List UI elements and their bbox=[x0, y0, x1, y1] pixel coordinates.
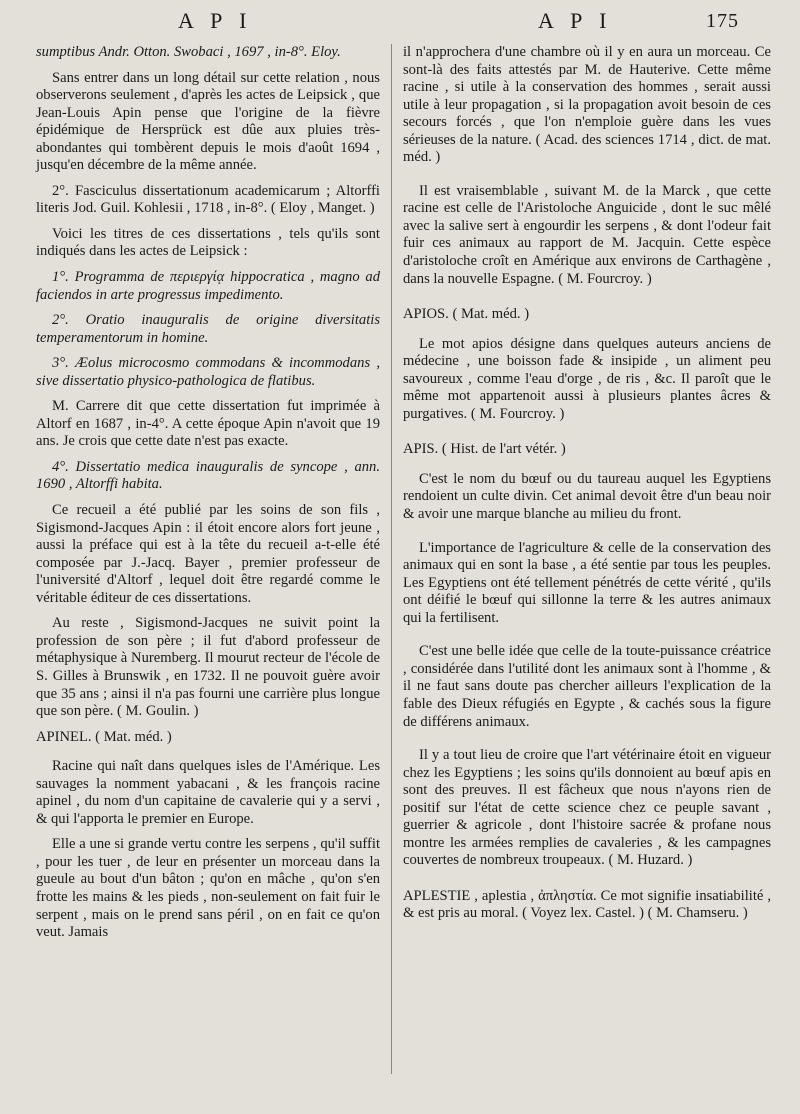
paragraph: 2°. Oratio inauguralis de origine diversitatis temperamentorum in homine. bbox=[36, 312, 380, 346]
running-header bbox=[0, 8, 800, 40]
entry-heading: APINEL. ( Mat. méd. ) bbox=[36, 728, 172, 745]
paragraph: Sans entrer dans un long détail sur cette relation , nous observerons seulement , d'après les actes de Leipsick , que Jean-Louis Apin pense que l'origine de la fièvre épidémique de Hersprück est dûe aux pluies très-abondantes qui tombèrent depuis le mois d'août 1694 , jusqu'en décembre de la même année. bbox=[36, 69, 380, 174]
left-column bbox=[36, 44, 380, 950]
paragraph: sumptibus Andr. Otton. Swobaci , 1697 , in-8°. Eloy. bbox=[36, 44, 341, 60]
header-center: A P I bbox=[538, 8, 613, 33]
paragraph: Il est vraisemblable , suivant M. de la Marck , que cette racine est celle de l'Aristoloche Anguicide , dont le suc mêlé avec la salive sert à engourdir les serpens , & dont l'odeur fait fuir ces animaux au rapport de M. Jacquin. Cette espèce d'aristoloche croît en Amérique aux environs de Carthagène , dans la nouvelle Espagne. ( M. Fourcroy. ) bbox=[403, 182, 771, 287]
paragraph: 1°. Programma de περιεργίᾳ hippocratica , magno ad faciendos in arte progressus impedimento. bbox=[36, 269, 380, 303]
paragraph: 3°. Æolus microcosmo commodans & incommodans , sive dissertatio physico-pathologica de flatibus. bbox=[36, 355, 380, 389]
paragraph: il n'approchera d'une chambre où il y en aura un morceau. Ce sont-là des faits attestés par M. de Hauterive. Cette même racine , si utile à la conservation des hommes , serait aussi utile à leur propagation , si la propagation avoit besoin de ces secours forcés , que l'on n'emploie guère dans les vues sérieuses de la nature. ( Acad. des sciences 1714 , dict. de mat. méd. ) bbox=[403, 44, 771, 166]
paragraph: Elle a une si grande vertu contre les serpens , qu'il suffit , pour les tuer , de leur en présenter un morceau dans la gueule au bout d'un bâton ; qu'on en mâche , qu'on s'en frotte les mains & les pieds , non-seulement on fait fuir le serpent , mais on le prend sans péril , on en fait ce qu'on veut. Jamais bbox=[36, 836, 380, 941]
paragraph: L'importance de l'agriculture & celle de la conservation des animaux qui en sont la base , a été sentie par tous les peuples. Les Egyptiens ont été tellement pénétrés de cette vérité , qu'ils ont déifié le bœuf qui sillonne la terre & les autres animaux qui la fertilisent. bbox=[403, 539, 771, 626]
paragraph: Voici les titres de ces dissertations , tels qu'ils sont indiqués dans les actes de Leipsick : bbox=[36, 225, 380, 260]
column-divider bbox=[391, 44, 392, 1074]
paragraph: 4°. Dissertatio medica inauguralis de syncope , ann. 1690 , Altorffi habita. bbox=[36, 458, 380, 493]
entry-heading: APLESTIE , aplestia , ἀπληστία. Ce mot signifie insatiabilité , & est pris au moral. ( Voyez lex. Castel. ) ( M. Chamseru. ) bbox=[403, 887, 771, 922]
entry-heading: APIS. ( Hist. de l'art vétér. ) bbox=[403, 441, 566, 458]
entry-heading: APIOS. ( Mat. méd. ) bbox=[403, 306, 530, 323]
paragraph: 2°. Fasciculus dissertationum academicarum ; Altorffi literis Jod. Guil. Kohlesii , 1718 , in-8°. ( Eloy , Manget. ) bbox=[36, 182, 380, 217]
paragraph: Au reste , Sigismond-Jacques ne suivit point la profession de son père ; il fut d'abord professeur de métaphysique à Nuremberg. Il mourut recteur de l'école de S. Gilles à Brunswik , en 1732. Il ne pouvoit guère avoir que 35 ans ; ainsi il n'a pas fourni une carrière plus longue que son père. ( M. Goulin. ) bbox=[36, 615, 380, 720]
paragraph: Le mot apios désigne dans quelques auteurs anciens de médecine , une boisson fade & insipide , un aliment peu savoureux , comme l'eau d'orge , de ris , &c. Il paroît que le même mot appartenoit aussi à plusieurs plantes âcres & purgatives. ( M. Fourcroy. ) bbox=[403, 335, 771, 422]
page-number: 175 bbox=[706, 10, 739, 32]
paragraph: C'est une belle idée que celle de la toute-puissance créatrice , considérée dans l'utilité dont les animaux sont à l'homme , & il ne faut sans doute pas chercher ailleurs l'explication de la fable des Dieux réfugiés en Egypte , & cachés sous la figure de différens animaux. bbox=[403, 643, 771, 730]
paragraph: M. Carrere dit que cette dissertation fut imprimée à Altorf en 1687 , in-4°. A cette époque Apin n'avoit que 19 ans. Je crois que cette date n'est pas exacte. bbox=[36, 398, 380, 450]
header-left: A P I bbox=[178, 8, 253, 33]
paragraph: Racine qui naît dans quelques isles de l'Amérique. Les sauvages la nomment yabacani , & les françois racine apinel , du nom d'un capitaine de cavalerie qui y a servi , & qui l'apporta le premier en Europe. bbox=[36, 758, 380, 827]
paragraph: C'est le nom du bœuf ou du taureau auquel les Egyptiens rendoient un culte divin. Cet animal devoit être d'un beau noir & avoir une marque blanche au milieu du front. bbox=[403, 470, 771, 523]
paragraph: Ce recueil a été publié par les soins de son fils , Sigismond-Jacques Apin : il étoit encore alors fort jeune , aussi la préface qui est à la tête du recueil a-t-elle été composée par J.-Jacq. Bayer , premier professeur de l'université d'Altorf , lequel doit être regardé comme le véritable éditeur de ces dissertations. bbox=[36, 502, 380, 606]
right-column bbox=[403, 44, 771, 935]
paragraph: Il y a tout lieu de croire que l'art vétérinaire étoit en vigueur chez les Egyptiens ; les soins qu'ils donnoient au bœuf apis en sont des preuves. Il est fâcheux que nous n'ayons rien de positif sur l'état de cette science chez ce peuple savant , guerrier & agricole , dont l'histoire sacrée & profane nous montre les armées remplies de cavaleries , & les campagnes couvertes de nombreux troupeaux. ( M. Huzard. ) bbox=[403, 747, 771, 869]
